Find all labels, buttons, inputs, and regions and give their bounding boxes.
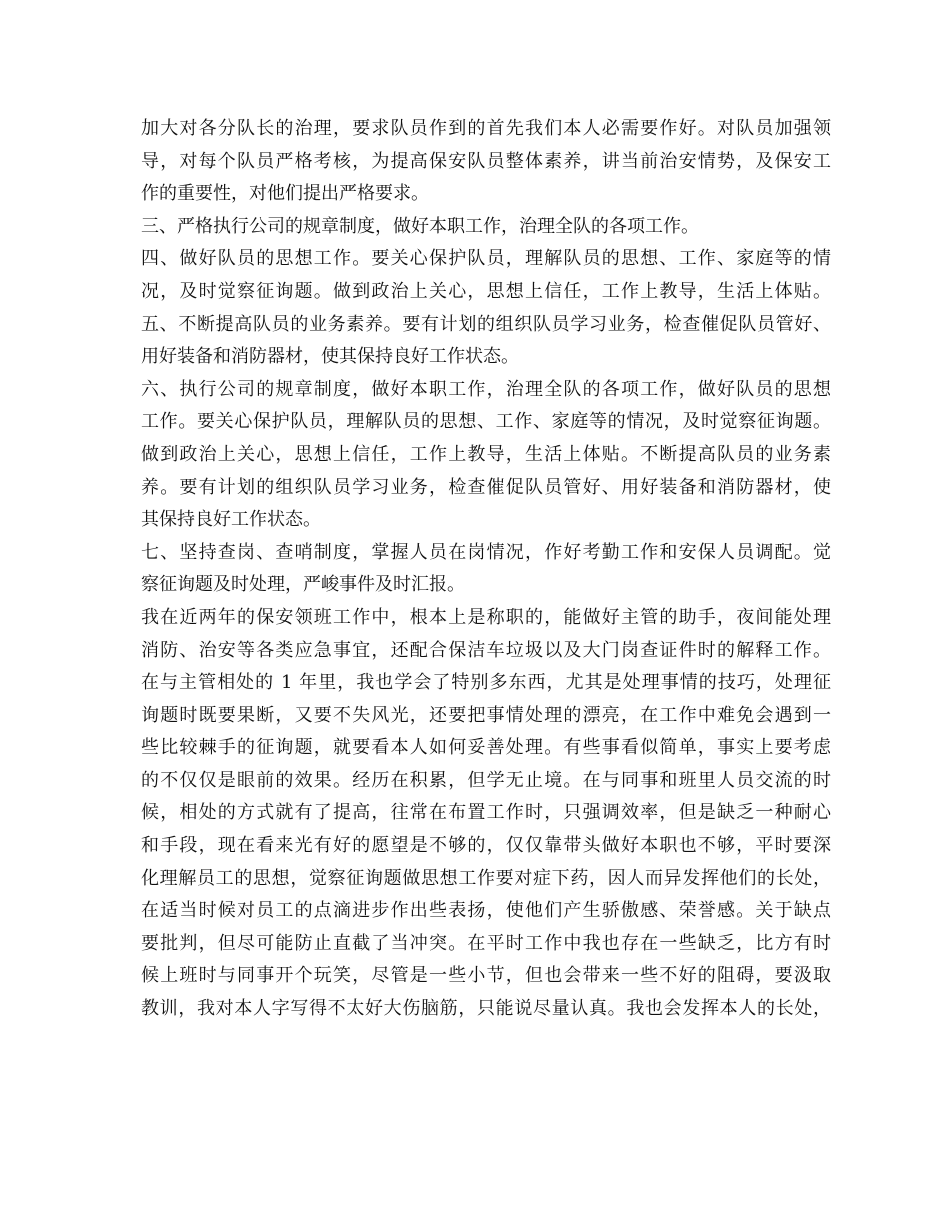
text-line: 在适当时候对员工的点滴进步作出些表扬，使他们产生骄傲感、荣誉感。关于缺点	[141, 900, 831, 922]
text-line: 候，相处的方式就有了提高，往常在布置工作时，只强调效率，但是缺乏一种耐心	[141, 802, 831, 824]
text-line: 其保持良好工作状态。	[141, 509, 321, 531]
text-line: 我在近两年的保安领班工作中，根本上是称职的，能做好主管的助手，夜间能处理	[141, 606, 831, 628]
text-line: 察征询题及时处理，严峻事件及时汇报。	[141, 574, 465, 596]
text-line: 询题时既要果断，又要不失风光，还要把事情处理的漂亮，在工作中难免会遇到一	[141, 704, 831, 726]
text-line: 五、不断提高队员的业务素养。要有计划的组织队员学习业务，检查催促队员管好、	[141, 313, 831, 335]
text-line: 七、坚持查岗、查哨制度，掌握人员在岗情况，作好考勤工作和安保人员调配。觉	[141, 541, 831, 563]
body-text	[141, 113, 831, 1026]
text-line: 做到政治上关心，思想上信任，工作上教导，生活上体贴。不断提高队员的业务素	[141, 443, 831, 465]
text-line: 况，及时觉察征询题。做到政治上关心，思想上信任，工作上教导，生活上体贴。	[141, 280, 831, 302]
text-line: 的不仅仅是眼前的效果。经历在积累，但学无止境。在与同事和班里人员交流的时	[141, 769, 831, 791]
text-line: 工作。要关心保护队员，理解队员的思想、工作、家庭等的情况，及时觉察征询题。	[141, 411, 831, 433]
text-line: 作的重要性，对他们提出严格要求。	[141, 183, 429, 205]
text-line: 和手段，现在看来光有好的愿望是不够的，仅仅靠带头做好本职也不够，平时要深	[141, 835, 831, 857]
text-line: 消防、治安等各类应急事宜，还配合保洁车垃圾以及大门岗查证件时的解释工作。	[141, 639, 831, 661]
text-line: 化理解员工的思想，觉察征询题做思想工作要对症下药，因人而异发挥他们的长处，	[141, 867, 831, 889]
text-line: 三、严格执行公司的规章制度，做好本职工作，治理全队的各项工作。	[141, 215, 699, 237]
text-line: 导，对每个队员严格考核，为提高保安队员整体素养，讲当前治安情势，及保安工	[141, 150, 831, 172]
text-line: 在与主管相处的 1 年里，我也学会了特别多东西，尤其是处理事情的技巧，处理征	[141, 672, 831, 694]
text-line: 四、做好队员的思想工作。要关心保护队员，理解队员的思想、工作、家庭等的情	[141, 248, 831, 270]
text-line: 些比较棘手的征询题，就要看本人如何妥善处理。有些事看似简单，事实上要考虑	[141, 737, 831, 759]
text-line: 六、执行公司的规章制度，做好本职工作，治理全队的各项工作，做好队员的思想	[141, 378, 831, 400]
text-line: 要批判，但尽可能防止直截了当冲突。在平时工作中我也存在一些缺乏，比方有时	[141, 932, 831, 954]
text-line: 候上班时与同事开个玩笑，尽管是一些小节，但也会带来一些不好的阻碍，要汲取	[141, 965, 831, 987]
text-line: 养。要有计划的组织队员学习业务，检查催促队员管好、用好装备和消防器材，使	[141, 476, 831, 498]
text-line: 教训，我对本人字写得不太好大伤脑筋，只能说尽量认真。我也会发挥本人的长处，	[141, 998, 831, 1020]
text-line: 用好装备和消防器材，使其保持良好工作状态。	[141, 346, 519, 368]
text-line: 加大对各分队长的治理，要求队员作到的首先我们本人必需要作好。对队员加强领	[141, 118, 831, 139]
